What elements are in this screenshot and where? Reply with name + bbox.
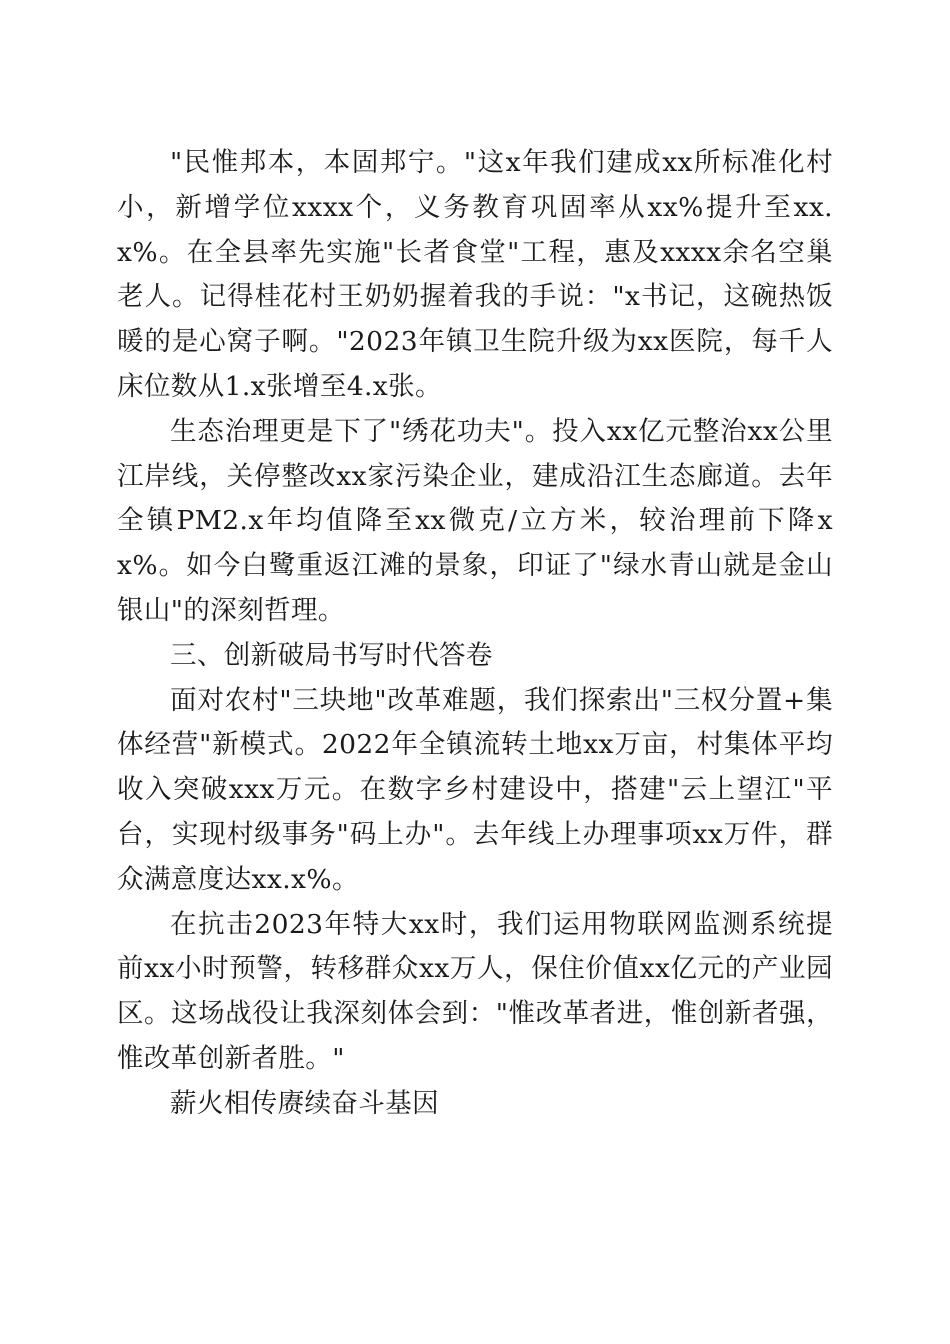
next-section-heading: 薪火相传赓续奋斗基因 [170,1087,439,1119]
document-body [117,141,833,1127]
paragraph-disaster: 在抗击2023年特大xx时，我们运用物联网监测系统提前xx小时预警，转移群众xx万人，保住价值xx亿元的产业园区。这场战役让我深刻体会到："惟改革者进，惟创新者强，惟改革创新者胜。" [117,908,833,1074]
paragraph-reform: 面对农村"三块地"改革难题，我们探索出"三权分置+集体经营"新模式。2022年全镇流转土地xx万亩，村集体平均收入突破xxx万元。在数字乡村建设中，搭建"云上望江"平台，实现村级事务"码上办"。去年线上办理事项xx万件，群众满意度达xx.x%。 [117,684,833,895]
paragraph-livelihood: "民惟邦本，本固邦宁。"这x年我们建成xx所标准化村小，新增学位xxxx个，义务教育巩固率从xx%提升至xx.x%。在全县率先实施"长者食堂"工程，惠及xxxx余名空巢老人。记得桂花村王奶奶握着我的手说："x书记，这碗热饭暖的是心窝子啊。"2023年镇卫生院升级为xx医院，每千人床位数从1.x张增至4.x张。 [117,147,833,402]
section-heading-innovation: 三、创新破局书写时代答卷 [170,639,493,671]
paragraph-ecology: 生态治理更是下了"绣花功夫"。投入xx亿元整治xx公里江岸线，关停整改xx家污染企业，建成沿江生态廊道。去年全镇PM2.x年均值降至xx微克/立方米，较治理前下降xx%。如今白鹭重返江滩的景象，印证了"绿水青山就是金山银山"的深刻哲理。 [117,415,833,626]
